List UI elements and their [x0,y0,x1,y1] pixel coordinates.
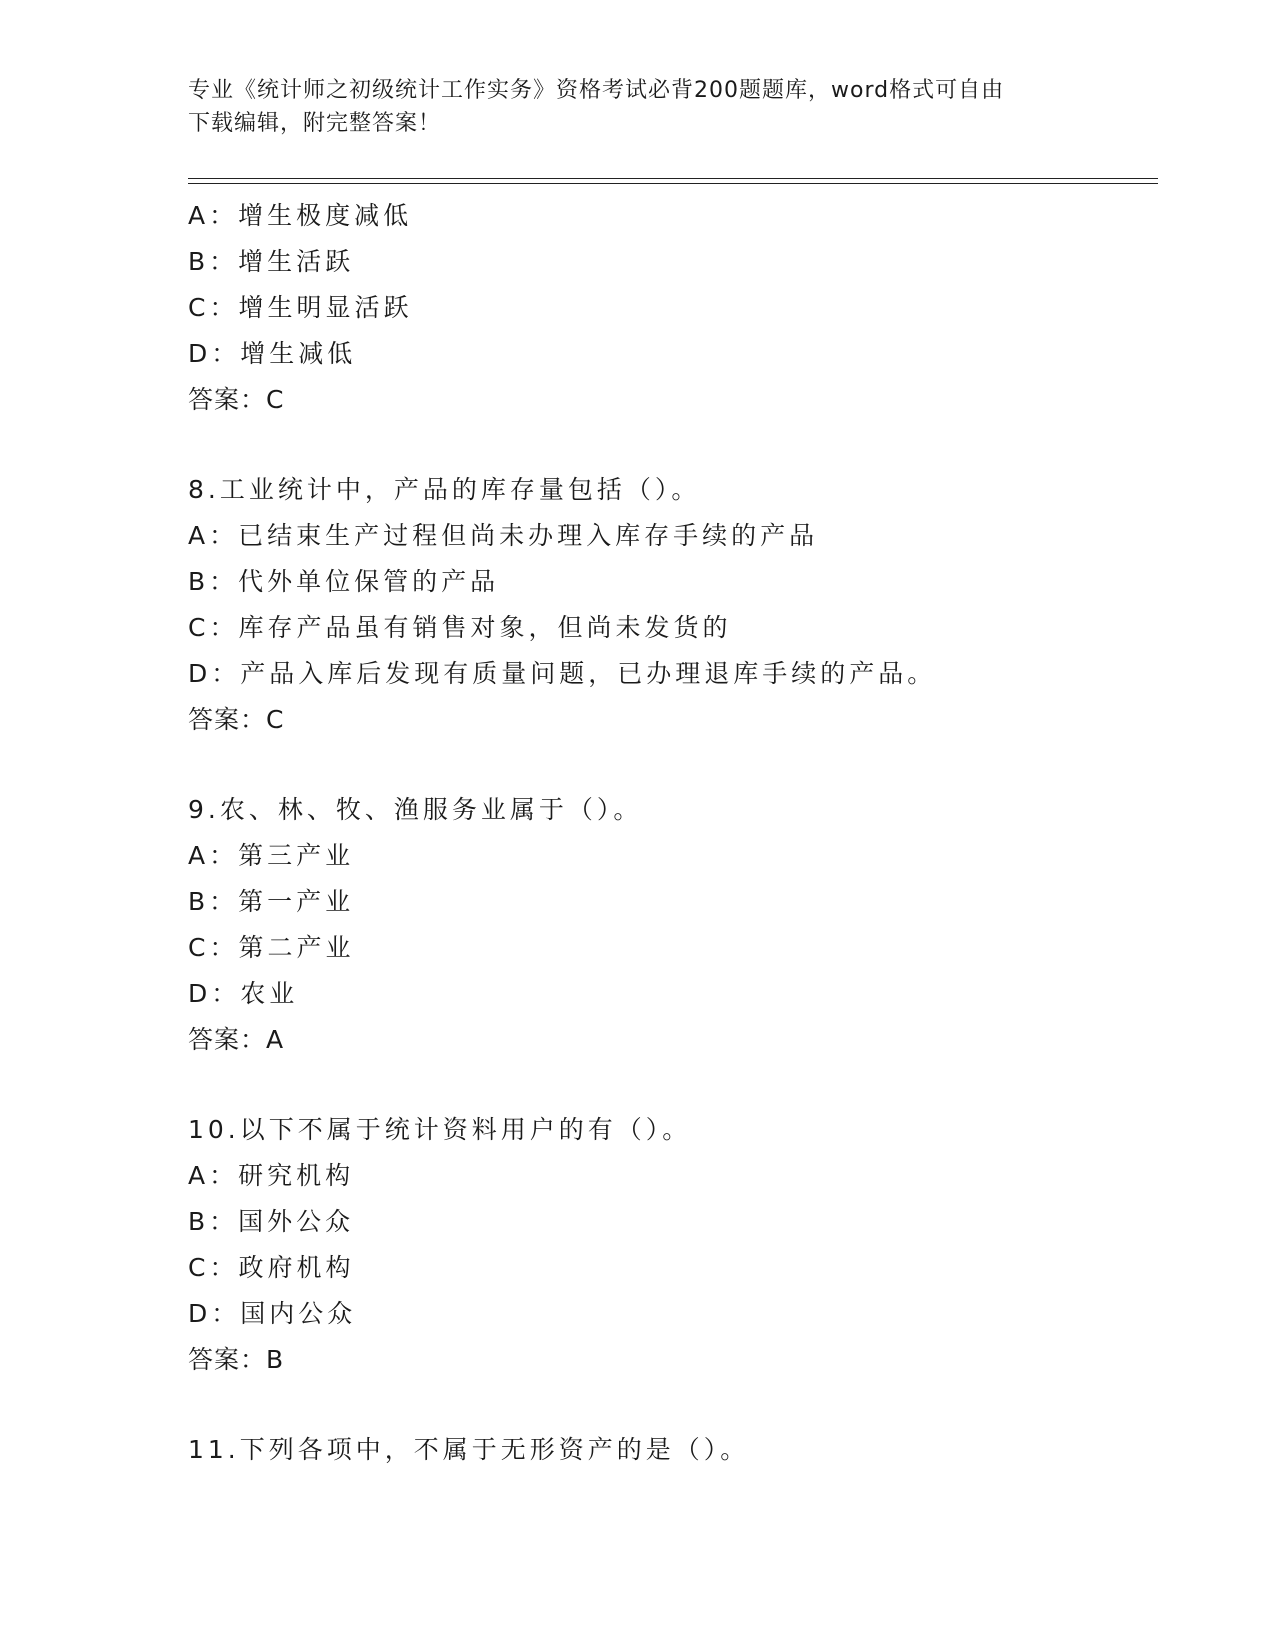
question-9-option-c: C：第二产业 [188,933,355,962]
question-10-option-c: C：政府机构 [188,1253,355,1282]
question-8-option-d: D：产品入库后发现有质量问题，已办理退库手续的产品。 [188,659,937,688]
header-divider-bottom [188,183,1158,184]
document-header [188,74,1088,140]
question-7-option-a: A：增生极度减低 [188,201,413,230]
question-9-text: 9.农、林、牧、渔服务业属于（）。 [188,795,643,824]
question-10-option-a: A：研究机构 [188,1161,355,1190]
question-10-option-d: D：国内公众 [188,1299,357,1328]
question-10-option-b: B：国外公众 [188,1207,355,1236]
question-8-block [188,467,1138,743]
header-line-1: 专业《统计师之初级统计工作实务》资格考试必背200题题库，word格式可自由 [188,78,1005,103]
question-10-block [188,1107,1138,1383]
question-list [188,193,1138,1473]
question-7-block [188,193,1138,423]
question-10-answer: 答案：B [188,1345,285,1374]
header-divider-top [188,178,1158,179]
question-7-answer: 答案：C [188,385,285,414]
question-9-block [188,787,1138,1063]
question-7-option-d: D：增生减低 [188,339,357,368]
question-9-option-b: B：第一产业 [188,887,355,916]
question-9-option-a: A：第三产业 [188,841,355,870]
question-11-block [188,1427,1138,1473]
question-9-answer: 答案：A [188,1025,285,1054]
question-7-option-c: C：增生明显活跃 [188,293,413,322]
question-9-option-d: D：农业 [188,979,299,1008]
question-8-text: 8.工业统计中，产品的库存量包括（）。 [188,475,701,504]
question-8-answer: 答案：C [188,705,285,734]
question-11-text: 11.下列各项中，不属于无形资产的是（）。 [188,1435,750,1464]
question-8-option-a: A：已结束生产过程但尚未办理入库存手续的产品 [188,521,819,550]
question-7-option-b: B：增生活跃 [188,247,355,276]
question-8-option-c: C：库存产品虽有销售对象，但尚未发货的 [188,613,732,642]
question-10-text: 10.以下不属于统计资料用户的有（）。 [188,1115,692,1144]
header-line-2: 下载编辑，附完整答案！ [188,111,442,136]
question-8-option-b: B：代外单位保管的产品 [188,567,500,596]
